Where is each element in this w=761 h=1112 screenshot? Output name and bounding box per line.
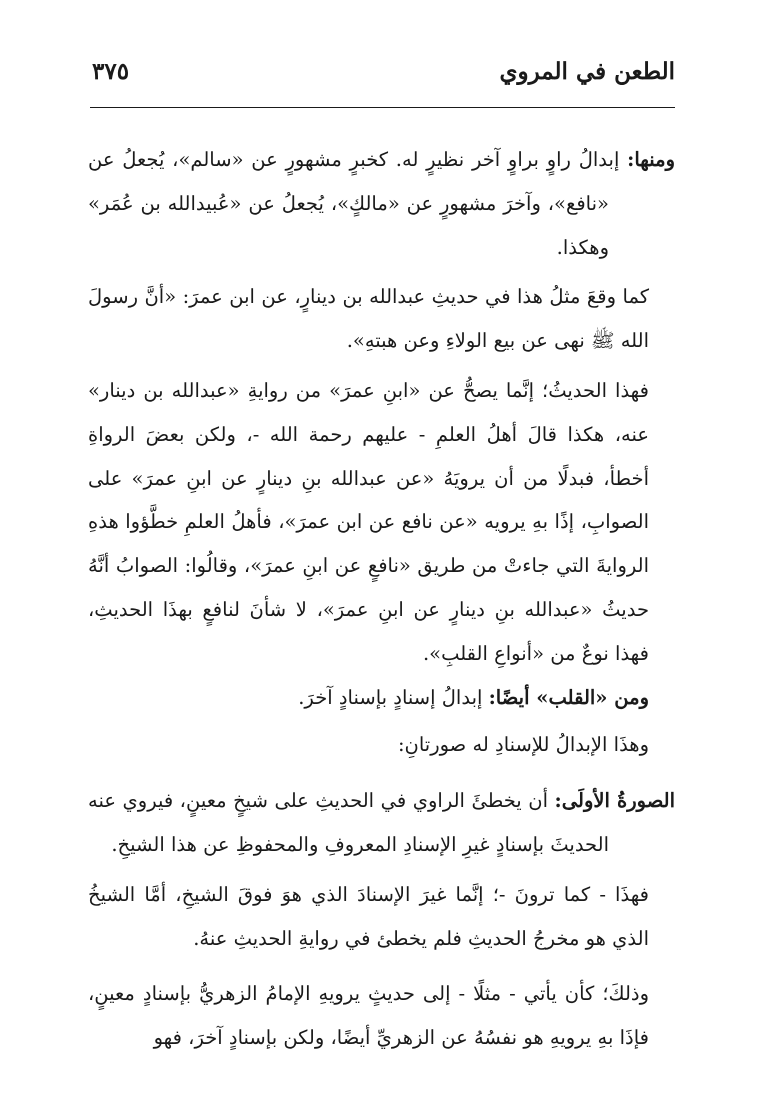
paragraph-lead: ومن «القلب» أيضًا: — [488, 685, 649, 709]
page-header — [92, 58, 675, 85]
paragraph-text: أن يخطئَ الراوي في الحديثِ على شيخٍ معينٍ، فيروي عنه الحديثَ بإسنادٍ غيرِ الإسنادِ المعروفِ والمحفوظِ عن هذا الشيخِ. — [88, 789, 609, 856]
paragraph-text: إبدالُ إسنادٍ بإسنادٍ آخرَ. — [298, 685, 489, 709]
paragraph — [88, 138, 675, 269]
paragraph-text: وهذَا الإبدالُ للإسنادِ له صورتانِ: — [397, 733, 649, 757]
running-title: الطعن في المروي — [499, 58, 675, 85]
paragraph — [88, 369, 675, 676]
header-rule — [90, 107, 675, 108]
paragraph — [88, 972, 675, 1060]
paragraph — [88, 873, 675, 961]
paragraph — [88, 676, 675, 720]
paragraph-lead: ومنها: — [627, 148, 675, 171]
paragraph — [88, 275, 675, 363]
body-text — [88, 138, 675, 1060]
paragraph — [88, 723, 675, 767]
paragraph-lead: الصورةُ الأولَى: — [554, 789, 675, 813]
paragraph — [88, 779, 675, 867]
paragraph-text: فهذَا - كما ترونَ -؛ إنَّما غيرَ الإسنادَ الذي هوَ فوقَ الشيخِ، أمَّا الشيخُ الذي هو مخرجُ الحديثِ فلم يخطئ في روايةِ الحديثِ عنهُ. — [88, 882, 649, 950]
paragraph-text: وذلكَ؛ كأن يأتي - مثلًا - إلى حديثٍ يرويهِ الإمامُ الزهريُّ بإسنادٍ معينٍ، فإذَا بهِ يرويهِ هو نفسُهُ عن الزهريِّ أيضًا، ولكن بإسنادٍ آخرَ، فهو — [88, 982, 649, 1050]
paragraph-text: كما وقعَ مثلُ هذا في حديثِ عبدالله بن دينارٍ، عن ابن عمرَ: «أنَّ رسولَ الله ﷺ نهى عن بيع الولاءِ وعن هبتهِ». — [88, 285, 649, 353]
paragraph-text: إبدالُ راوٍ براوٍ آخر نظيرٍ له. كخبرٍ مشهورٍ عن «سالم»، يُجعلُ عن «نافع»، وآخرَ مشهورٍ عن «مالكٍ»، يُجعلُ عن «عُبيدالله بن عُمَر» وهكذا. — [88, 148, 628, 259]
page-number: ٣٧٥ — [92, 58, 130, 85]
paragraph-text: فهذا الحديثُ؛ إنَّما يصحُّ عن «ابنِ عمرَ» من روايةِ «عبدالله بن دينار» عنه، هكذا قالَ أهلُ العلمِ - عليهم رحمة الله -، ولكن بعضَ الرواةِ أخطأ، فبدلًا من أن يرويَهُ «عن عبدالله بنِ دينارٍ عن ابنِ عمرَ» على الصوابِ، إذًا بهِ يرويه «عن نافع عن ابن عمرَ»، فأهلُ العلمِ خطَّؤوا هذهِ الروايةَ التي جاءتْ من طريق «نافعٍ عن ابنِ عمرَ»، وقالُوا: الصوابُ أنَّهُ حديثُ «عبدالله بنِ دينارٍ عن ابنِ عمرَ»، لا شأنَ لنافعٍ بهذَا الحديثِ، فهذا نوعٌ من «أنواعِ القلبِ». — [88, 378, 649, 665]
